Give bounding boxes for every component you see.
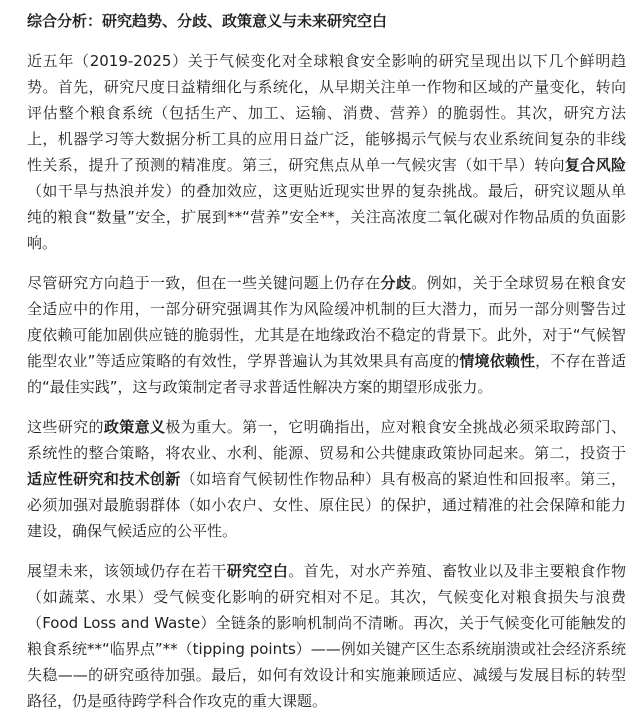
gaps-text-1: 展望未来，该领域仍存在若干 <box>27 562 227 580</box>
policy-bold-1: 政策意义 <box>103 418 166 436</box>
section-title: 综合分析：研究趋势、分歧、政策意义与未来研究空白 <box>27 12 388 30</box>
policy-bold-2: 适应性研究和技术创新 <box>27 470 181 488</box>
policy-text-1: 这些研究的 <box>27 418 104 436</box>
paragraph-future-gaps <box>27 558 626 714</box>
paragraph-policy <box>27 414 626 544</box>
trends-bold-compound-risk: 复合风险 <box>564 156 626 174</box>
policy-text-2: 极为重大。第一，它明确指出，应对粮食安全挑战必须采取跨部门、系统性的整合策略，将农业、水利、能源、贸易和公共健康政策协同起来。第二，投资于 <box>27 418 626 462</box>
paragraph-trends <box>27 48 626 256</box>
gaps-bold-1: 研究空白 <box>226 562 289 580</box>
divergence-text-2: 。例如，关于全球贸易在粮食安全适应中的作用，一部分研究强调其作为风险缓冲机制的巨大潜力，而另一部分则警告过度依赖可能加剧供应链的脆弱性，尤其是在地缘政治不稳定的背景下。此外，对于“气候智能型农业”等适应策略的有效性，学界普遍认为其效果具有高度的 <box>27 274 626 370</box>
trends-text-1: 近五年（2019-2025）关于气候变化对全球粮食安全影响的研究呈现出以下几个鲜明趋势。首先，研究尺度日益精细化与系统化，从早期关注单一作物和区域的产量变化，转向评估整个粮食系统（包括生产、加工、运输、消费、营养）的脆弱性。其次，研究方法上，机器学习等大数据分析工具的应用日益广泛，能够揭示气候与农业系统间复杂的非线性关系，提升了预测的精准度。第三，研究焦点从单一气候灾害（如干旱）转向 <box>27 52 626 174</box>
divergence-bold-2: 情境依赖性 <box>459 352 536 370</box>
divergence-text-1: 尽管研究方向趋于一致，但在一些关键问题上仍存在 <box>27 274 381 292</box>
divergence-text-3: ，不存在普适的“最佳实践”，这与政策制定者寻求普适性解决方案的期望形成张力。 <box>27 352 626 396</box>
policy-text-3: （如培育气候韧性作物品种）具有极高的紧迫性和回报率。第三，必须加强对最脆弱群体（如小农户、女性、原住民）的保护，通过精准的社会保障和能力建设，确保气候适应的公平性。 <box>27 470 626 540</box>
gaps-text-2: 。首先，对水产养殖、畜牧业以及非主要粮食作物（如蔬菜、水果）受气候变化影响的研究相对不足。其次，气候变化对粮食损失与浪费（Food Loss and Waste）全链条的影响机制尚不清晰。再次，关于气候变化可能触发的粮食系统**“临界点”**（tipping points）——例如关键产区生态系统崩溃或社会经济系统失稳——的研究亟待加强。最后，如何有效设计和实施兼顾适应、减缓与发展目标的转型路径，仍是亟待跨学科合作攻克的重大课题。 <box>27 562 626 710</box>
trends-text-2: （如干旱与热浪并发）的叠加效应，这更贴近现实世界的复杂挑战。最后，研究议题从单纯的粮食“数量”安全，扩展到**“营养”安全**，关注高浓度二氧化碳对作物品质的负面影响。 <box>27 182 626 252</box>
paragraph-divergence <box>27 270 626 400</box>
divergence-bold-1: 分歧 <box>380 274 412 292</box>
